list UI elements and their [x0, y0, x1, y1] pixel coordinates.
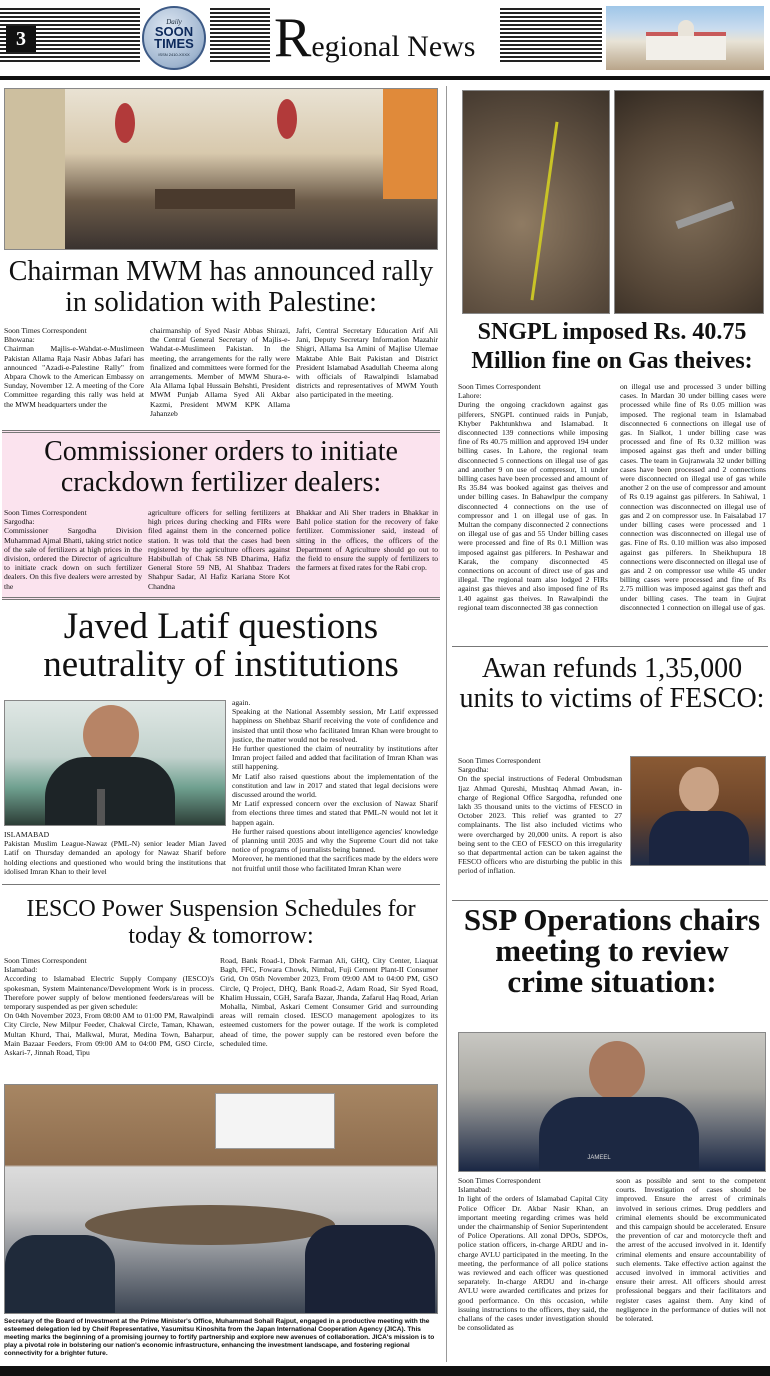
- column-divider: [446, 86, 447, 1362]
- ssp-rule: [452, 900, 768, 901]
- fertilizer-col-1: Soon Times Correspondent Sargodha: Commissioner Sargodha Division Muhammad Ajmal Bhatti, taking strict notice of the sale of fertilizers at high prices in the division, ordered the Director of agriculture to initiate crack down on such fertilizer dealers. On this five dealers were arrested by the: [4, 508, 142, 591]
- page-number: 3: [6, 26, 36, 52]
- ssp-photo: [458, 1032, 766, 1172]
- fertilizer-col-3: Bhakkar and Ali Sher traders in Bhakkar in Bahl police station for the recovery of fake fertilizer. Commissioner said, instead of sitting in the offices, the officers of the Department of Agriculture should go out to the field to ensure the supply of fertilizers to the farmers at fixed rates for the Rabi crop.: [296, 508, 438, 573]
- jica-photo: [4, 1084, 438, 1314]
- footer-bar: [0, 1366, 770, 1376]
- logo-top-text: Daily: [166, 18, 182, 26]
- sngpl-col-1: Soon Times Correspondent Lahore: During the ongoing crackdown against gas pilferers, SNGPL continued raids in Punjab, Khyber Pakhtunkhwa and Islamabad. It disconnected 139 connections while imposing fine of Rs 40.75 million and approved 194 under billing cases. In Lahore, the regional team disconnected 5 connections on illegal use of gas and another 9 on use of compressor, 11 under billing cases have been processed and amount of Rs 35.84 was booked against gas theives and under billing cases. In Bahawlpur the company disconnected 4 connections on the use of compressor and 1 on illegal use of gas. In Multan the company disconnected 2 connections on illegal use of gas and 55 Under billing cases were processed and fine of Rs 0.1 Million was imposed against gas pilferers. In Peshawar and Karak, the company disconnected 45 connections on account of direct use of gas and illegal. The regional team also lodged 2 FIRs against gas thieves and also imposed fine of Rs 1.40 against gas theives. In Rawalpindi the regional team disconnected 38 gas connection: [458, 382, 608, 612]
- sngpl-col-2: on illegal use and processed 3 under billing cases. In Mardan 30 under billing cases were processed while fine of Rs 0.05 million was imposed. The regional team in Islamabad disconnected 6 connections on illegal use of gas. In Sialkot, 1 under billing case was processed and fine of Rs 0.32 million was imposed against gas theft and under billing cases. The team in Gujranwala 32 under billing cases have been processed and 2 connections were disconnected on illegal use of gas while another 2 on the use of compressor and amount of Rs 0.19 against gas pilferers. In Sahiwal, 1 connection was disconnected on illegal use of gas and 2 on compressor use. In Faisalabad 17 under billing cases were processed and 1 connection was disconnected on illegal use of gas. Fine of Rs. 0.10 million was also imposed against gas pilferers. In Sheikhupura 18 connections were disconnected on illegal use of gas and 2 on compressor use while 45 under billing cases were processed and fine of Rs 2.75 million was imposed against gas theft and under billing cases. The team in Gujrat disconnected 1 connection on illegal use of gas.: [620, 382, 766, 612]
- masthead-rule-right: [500, 8, 602, 62]
- mwm-photo: [4, 88, 438, 250]
- masthead-divider: [0, 76, 770, 80]
- javed-col-2: again. Speaking at the National Assembly session, Mr Latif expressed happiness on Shehbaz Sharif receiving the vote of confidence and insisted that until those who facilitated Imran Khan were brought to justice, the matter would not be resolved. He further questioned the claim of neutrality by institutions after Imran project failed and added that facilitation of Imran Khan was still happening. Mr Latif also raised questions about the implementation of the constitution and law in 2017 and stated that legal decisions were discussed around the world. Mr Latif expressed concern over the exclusion of Nawaz Sharif from elections three times and stated that PML-N would not let it happen again. He further raised questions about intelligence agencies' knowledge of planning until 2035 and why the Supreme Court did not take notice of programs of journalists being banned. Moreover, he mentioned that the sacrifices made by the elders were not fruitful until those who facilitated Imran Khan were: [232, 698, 438, 873]
- awan-text: Soon Times Correspondent Sargodha: On the special instructions of Federal Ombudsman Ijaz Ahmad Qureshi, Mushtaq Ahmad Awan, in-charge of Regional Office Sargodha, refunded one lakh 35 thousand units to the victims of FESCO in October 2023. This relief was granted to 27 complainants. The list also included victims who were overcharged by 20,000 units. A report is also being sent to the CEO of FESCO on this irregularity so that departmental action can be taken against the FESCO officers who are disturbing the public in this period of inflation.: [458, 756, 622, 876]
- ssp-headline: SSP Operations chairs meeting to review crime situation:: [463, 902, 761, 999]
- ssp-col-2: soon as possible and sent to the competent courts. Investigation of cases should be improved. Ensure the arrest of criminals involved in serious crimes. Drug peddlers and criminal elements should be excommunicated and this campaign should be accelerated. Ensure the prevention of car and motorcycle theft and the arrest of the accused involved in it. Identify criminal elements and ensure accountability of such elements. Take effective action against the accused involved in immoral activities and ensure their arrest. All officers should arrest professional beggars and their facilitators and register cases against them. Any kind of negligence in the performance of duties will not be tolerated.: [616, 1176, 766, 1324]
- iesco-col-1: Soon Times Correspondent Islamabad: According to Islamabad Electric Supply Company (IESCO)'s spokesman, System Maintenance/Development Work is in process. Therefore power supply of below mentioned feeders/areas will be temporary suspended as per given schedule: On 04th November 2023, From 08:00 AM to 01:00 PM, Rawalpindi City Circle, New Milpur Feeder, Chakwal Circle, Taman, Khawan, Multan Khurd, Thai, Malkwal, Murat, Medina Town, Baharpur, Main Bazaar Feeders, From 09:00 AM to 04:00 PM, GSO Circle, Askari-7, Jinnah Road, Tipu: [4, 956, 214, 1058]
- iesco-rule: [2, 884, 440, 885]
- section-title-rest: egional News: [311, 30, 476, 63]
- fertilizer-col-2: agriculture officers for selling fertilizers at high prices during checking and FIRs were filed against them in the concerned police station. It was told that the cases had been registered by the agriculture officers against Habibullah of Chak 58 NB Dharima, Hafiz General Store 59 NB, Al Shahbaz Traders Shahpur Sadar, Al Hafiz Kariana Store Kot Chandna: [148, 508, 290, 591]
- jica-caption: Secretary of the Board of Investment at the Prime Minister's Office, Muhammad Sohail Rajput, engaged in a productive meeting with the esteemed delegation led by Cheif Representative, Yasumitsu Kinoshita from the Japan International Cooperation Agency (JICA). This meeting marks the beginning of a promising journey to fortify partnership and explore new avenues of collaboration. JICA's mission is to play a pivotal role in bolstering our nation's economic infrastructure, enhancing the investment landscape, and fostering regional connectivity for a brighter future.: [4, 1318, 435, 1357]
- header-photo: [606, 6, 764, 70]
- sngpl-photo-1: [462, 90, 610, 314]
- fertilizer-headline: Commissioner orders to initiate crackdown fertilizer dealers:: [44, 436, 398, 498]
- javed-headline: Javed Latif questions neutrality of institutions: [43, 606, 399, 685]
- javed-lead: ISLAMABAD Pakistan Muslim League-Nawaz (PML-N) senior leader Mian Javed Latif on Thursday demanded an apology for Nawaz Sharif before holding elections and questioned who would bring the institutions that idolised Imran Khan to their level: [4, 830, 226, 876]
- section-title-initial: R: [274, 7, 312, 69]
- ssp-name-badge: JAMEEL: [579, 1153, 619, 1163]
- awan-photo: [630, 756, 766, 866]
- section-title: [274, 6, 475, 70]
- masthead-rule-mid: [210, 8, 270, 62]
- awan-rule: [452, 646, 768, 647]
- sngpl-headline: SNGPL imposed Rs. 40.75 Million fine on Gas theives:: [471, 319, 753, 374]
- ssp-col-1: Soon Times Correspondent Islamabad: In light of the orders of Islamabad Capital City Police Officer Dr. Akbar Nasir Khan, an important meeting regarding crimes was held under the chairmanship of Senior Superintendent of Police Operations. All zonal DPOs, SDPOs, police station officers, in-charge ARDU and in-charge AVLU participated in the meeting. In the meeting, the performance of all police stations was reviewed and each officer was questioned separately. In-charge ARDU and in-charge AVLU were awarded certificates and prizes for good performance. On this occasion, while issuing instructions to the officers, they said, the challans of the cases under investigation should be consolidated as: [458, 1176, 608, 1333]
- iesco-col-2: Road, Bank Road-1, Dhok Farman Ali, GHQ, City Center, Liaquat Bagh, FFC, Fowara Chowk, Nimbal, Fuji Cement Plant-II Consumer Grid, On 05th November 2023, From 09:00 AM to 04:00 PM, GSO Circle, Q Project, DHQ, Bank Road-2, Adam Road, Sir Syed Road, Khalim Hussain, CGH, Sarafa Bazar, Jhanda, Zafarul Haq Road, Arian Mohalla, Nimbal, Askari Cement Consumer Grid and surrounding areas will remain closed. IESCO management apologizes to its esteemed customers for the power outage. If the work is completed ahead of time, the power supply can be restored even before the scheduled time.: [220, 956, 438, 1048]
- logo: [142, 6, 206, 70]
- logo-main-text: SOON TIMES: [154, 24, 194, 51]
- mwm-headline: Chairman MWM has announced rally in solidation with Palestine:: [8, 256, 434, 318]
- sngpl-photo-2: [614, 90, 764, 314]
- mwm-col-2: chairmanship of Syed Nasir Abbas Shirazi, the Central General Secretary of Majlis-e-Wahdat-e-Muslimeen Pakistan. In the meeting, the arrangements for the rally were finalized and committees were formed for the arrangements. Member of MWM Shura-e-Ala Allama Iqbal Hussain Behshti, President MWM Punjab Allama Syed Ali Akbar Kazmi, President MWM KPK Allama Jahanzeb: [150, 326, 290, 418]
- awan-headline: Awan refunds 1,35,000 units to victims of FESCO:: [459, 653, 765, 714]
- javed-photo: [4, 700, 226, 826]
- iesco-headline: IESCO Power Suspension Schedules for today & tomorrow:: [26, 896, 416, 949]
- logo-sub-text: ISSN 2410-XXXX: [158, 52, 190, 57]
- mwm-col-1: Soon Times Correspondent Bhowana: Chairman Majlis-e-Wahdat-e-Muslimeen Pakistan Allama Raja Nasir Abbas Jafari has announced "Azadi-e-Palestine Rally" from Abpara Chowk to the American Embassy on Sunday, November 12. A meeting of the Core Committee regarding this rally was held at the MWM headquarters under the: [4, 326, 144, 409]
- mwm-col-3: Jafri, Central Secretary Education Arif Ali Jani, Deputy Secretary Information Mazahir Shigri, Allama Isa Amini of Majlise Ulemae Maktabe Ahle Bait Pakistan and District President Islamabad Asadullah Cheema along with officials of Rawalpindi Islamabad districts and representatives of MWM Youth also participated in the meeting.: [296, 326, 438, 400]
